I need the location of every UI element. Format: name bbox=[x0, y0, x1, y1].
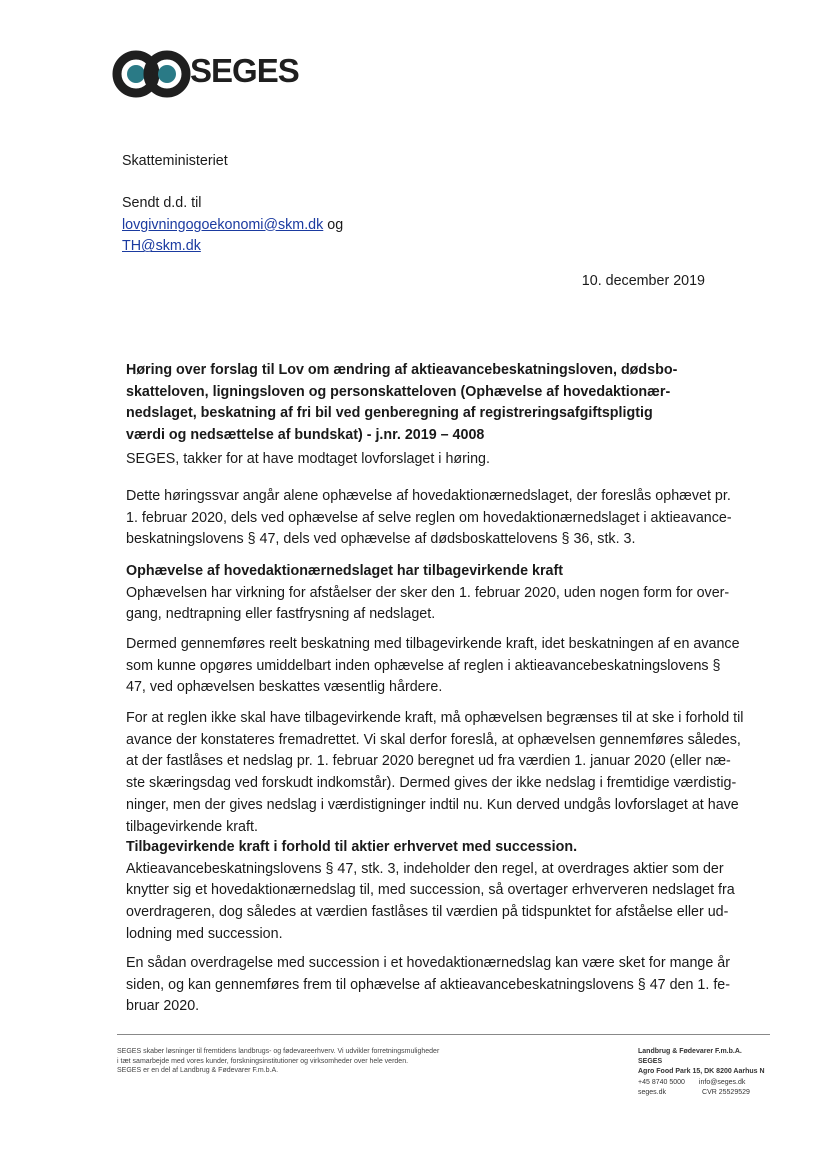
letter-title bbox=[126, 360, 677, 446]
section-succession bbox=[126, 837, 735, 946]
paragraph-line: at der fastlåses et nedslag pr. 1. februar 2020 beregnet ud fra værdien 1. januar 2020 (eller næ- bbox=[126, 753, 731, 770]
paragraph-line: Aktieavancebeskatningslovens § 47, stk. 3, indeholder den regel, at overdrages aktier som der bbox=[126, 860, 724, 877]
title-line: skatteloven, ligningsloven og personskatteloven (Ophævelse af hovedaktionær- bbox=[126, 383, 671, 400]
paragraph-line: Dette høringssvar angår alene ophævelse af hovedaktionærnedslaget, der foreslås ophævet pr. bbox=[126, 488, 731, 504]
paragraph-line: En sådan overdragelse med succession i et hovedaktionærnedslag kan være sket for mange år bbox=[126, 955, 730, 971]
paragraph-line: Ophævelsen har virkning for afståelser der sker den 1. februar 2020, uden nogen form for over- bbox=[126, 584, 730, 601]
email-link-th[interactable]: TH@skm.dk bbox=[122, 238, 201, 255]
footer-line: SEGES er en del af Landbrug & Fødevarer F.m.b.A. bbox=[117, 1067, 279, 1075]
paragraph-succession-history bbox=[126, 953, 730, 1018]
paragraph-line: overdrageren, dog således at værdien fastlåses til værdien på tidspunktet for afståelse eller ud- bbox=[126, 904, 729, 921]
footer-contact bbox=[638, 1047, 773, 1098]
recipient: Skatteministeriet bbox=[122, 153, 228, 169]
footer-phone: +45 8740 5000 bbox=[638, 1078, 685, 1086]
footer-org: Landbrug & Fødevarer F.m.b.A. bbox=[638, 1048, 742, 1055]
footer-line: i tæt samarbejde med vores kunder, forskningsinstitutioner og virksomheder over hele verden. bbox=[117, 1057, 409, 1065]
paragraph-line: som kunne opgøres umiddelbart inden ophævelse af reglen i aktieavancebeskatningslovens § bbox=[126, 657, 721, 674]
paragraph-line: ste skæringsdag ved forskudt indkomstår). Dermed gives der ikke nedslag i fremtidige værdistig- bbox=[126, 775, 737, 792]
footer-email: info@seges.dk bbox=[698, 1078, 746, 1086]
email-link-lovgivning[interactable]: lovgivningogoekonomi@skm.dk bbox=[122, 216, 324, 233]
paragraph-line: knytter sig et hovedaktionærnedslag til, med succession, så overtager erhververen nedslaget fra bbox=[126, 882, 735, 899]
footer-line: SEGES skaber løsninger til fremtidens landbrugs- og fødevareerhverv. Vi udvikler forretningsmuligheder bbox=[117, 1048, 440, 1055]
paragraph-line: For at reglen ikke skal have tilbagevirkende kraft, må ophævelsen begrænses til at ske i forhold til bbox=[126, 710, 744, 726]
paragraph-line: 47, ved ophævelsen beskattes væsentlig hårdere. bbox=[126, 679, 443, 696]
sent-block bbox=[122, 193, 343, 258]
paragraph-proposal bbox=[126, 708, 743, 838]
paragraph-line: siden, og kan gennemføres frem til ophævelse af aktieavancebeskatningslovens § 47 den 1. fe- bbox=[126, 976, 731, 993]
paragraph-line: gang, nedtrapning eller fastfrysning af nedslaget. bbox=[126, 606, 436, 623]
footer-unit: SEGES bbox=[638, 1058, 663, 1066]
title-line: nedslaget, beskatning af fri bil ved genberegning af registreringsafgiftspligtig bbox=[126, 405, 653, 421]
section-retroactive bbox=[126, 561, 729, 626]
paragraph-line: beskatningslovens § 47, dels ved ophævelse af dødsboskattelovens § 36, stk. 3. bbox=[126, 531, 636, 548]
paragraph-line: bruar 2020. bbox=[126, 998, 200, 1015]
footer-cvr: CVR 25529529 bbox=[702, 1088, 750, 1096]
letter-date: 10. december 2019 bbox=[581, 273, 705, 289]
section-heading: Ophævelse af hovedaktionærnedslaget har tilbagevirkende kraft bbox=[126, 563, 563, 579]
paragraph-scope bbox=[126, 486, 732, 551]
section-heading: Tilbagevirkende kraft i forhold til aktier erhvervet med succession. bbox=[126, 839, 578, 855]
footer-description bbox=[117, 1047, 497, 1076]
brand-name: SEGES bbox=[190, 52, 299, 89]
sent-conj: og bbox=[327, 216, 344, 233]
paragraph-line: Dermed gennemføres reelt beskatning med tilbagevirkende kraft, idet beskatningen af en avance bbox=[126, 636, 740, 652]
paragraph-line: tilbagevirkende kraft. bbox=[126, 818, 258, 835]
paragraph-line: ninger, men der gives nedslag i værdistigninger indtil nu. Kun derved undgås lovforslaget at have bbox=[126, 796, 739, 813]
title-line: værdi og nedsættelse af bundskat) - j.nr. 2019 – 4008 bbox=[126, 426, 485, 443]
paragraph-line: 1. februar 2020, dels ved ophævelse af selve reglen om hovedaktionærnedslaget i aktieavance- bbox=[126, 509, 732, 526]
footer-address: Agro Food Park 15, DK 8200 Aarhus N bbox=[638, 1068, 765, 1076]
footer-divider bbox=[117, 1034, 770, 1035]
intro-paragraph: SEGES, takker for at have modtaget lovforslaget i høring. bbox=[126, 451, 490, 467]
paragraph-line: lodning med succession. bbox=[126, 925, 283, 942]
sent-label: Sendt d.d. til bbox=[122, 195, 202, 211]
footer-web: seges.dk bbox=[638, 1088, 667, 1096]
paragraph-line: avance der konstateres fremadrettet. Vi skal derfor foreslå, at ophævelsen gennemføres således, bbox=[126, 731, 741, 748]
title-line: Høring over forslag til Lov om ændring af aktieavancebeskatningsloven, dødsbo- bbox=[126, 362, 678, 378]
paragraph-taxation bbox=[126, 634, 740, 699]
